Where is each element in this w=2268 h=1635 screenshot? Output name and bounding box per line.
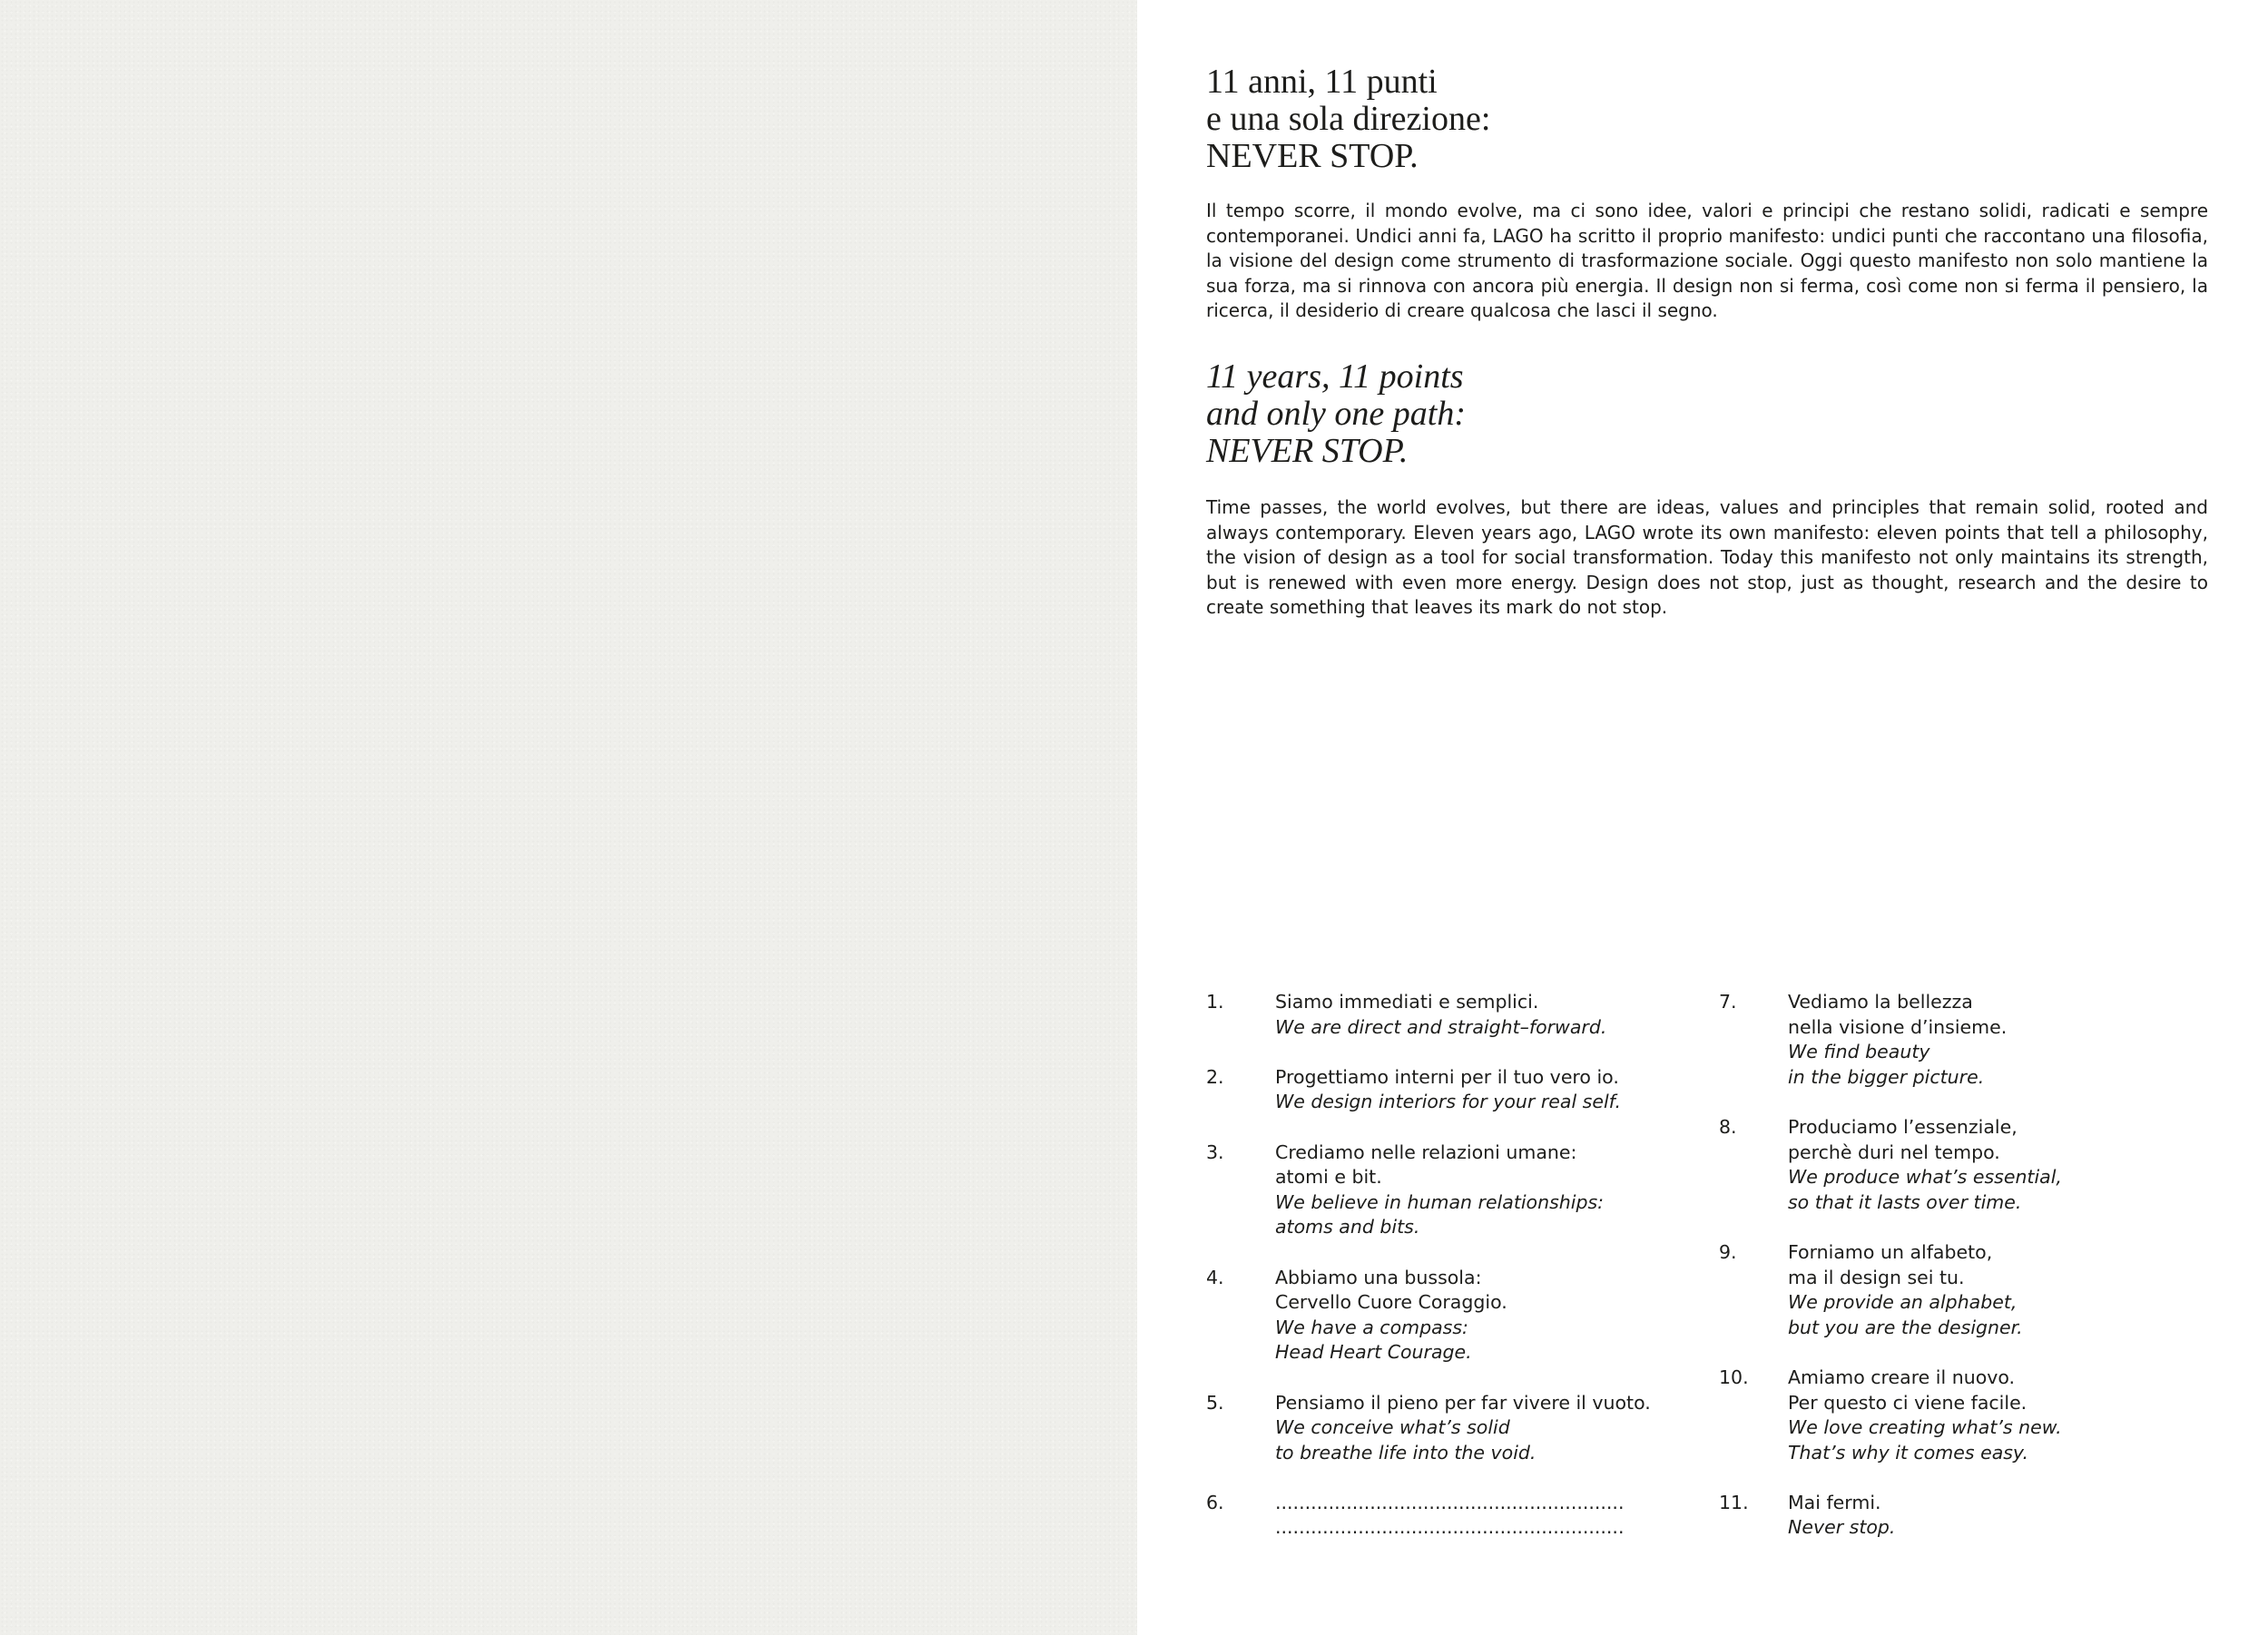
manifesto-italian-line: ...........................................................	[1275, 1491, 1625, 1513]
manifesto-item-number: 7.	[1719, 991, 1737, 1013]
manifesto-item-number: 10.	[1719, 1366, 1749, 1388]
manifesto-item-text	[1788, 1240, 2023, 1340]
manifesto-item-number: 11.	[1719, 1491, 1749, 1513]
manifesto-italian-line: Cervello Cuore Coraggio.	[1275, 1291, 1507, 1314]
manifesto-english-line: We have a compass:	[1275, 1316, 1468, 1338]
manifesto-english-line: We are direct and straight–forward.	[1275, 1015, 1607, 1038]
italian-heading-line: NEVER STOP.	[1206, 137, 1419, 175]
manifesto-english-line: Head Heart Courage.	[1275, 1341, 1472, 1364]
manifesto-list-right	[1719, 990, 2191, 1566]
manifesto-item	[1719, 1240, 2191, 1340]
manifesto-italian-line: ...........................................................	[1275, 1516, 1625, 1539]
manifesto-english-line: We believe in human relationships:	[1275, 1190, 1605, 1213]
manifesto-item-text	[1275, 1491, 1624, 1541]
manifesto-item-number: 3.	[1206, 1141, 1224, 1163]
manifesto-item	[1719, 1491, 2191, 1541]
manifesto-english-line: Never stop.	[1788, 1516, 1896, 1539]
italian-heading-line: 11 anni, 11 punti	[1206, 63, 1438, 101]
manifesto-italian-line: Progettiamo interni per il tuo vero io.	[1275, 1065, 1619, 1088]
manifesto-english-line: That’s why it comes easy.	[1788, 1441, 2028, 1464]
manifesto-english-line: so that it lasts over time.	[1788, 1190, 2022, 1213]
manifesto-item	[1719, 990, 2191, 1090]
manifesto-italian-line: Pensiamo il pieno per far vivere il vuoto.	[1275, 1391, 1651, 1414]
manifesto-item-number: 6.	[1206, 1491, 1224, 1513]
english-heading-line: and only one path:	[1206, 395, 1467, 433]
manifesto-english-line: but you are the designer.	[1788, 1316, 2023, 1338]
italian-heading-line: e una sola direzione:	[1206, 100, 1491, 138]
manifesto-english-line: We love creating what’s new.	[1788, 1416, 2062, 1439]
english-heading-line: 11 years, 11 points	[1206, 357, 1464, 396]
manifesto-italian-line: Per questo ci viene facile.	[1788, 1391, 2027, 1414]
manifesto-item	[1206, 1391, 1678, 1466]
manifesto-item-number: 5.	[1206, 1391, 1224, 1414]
manifesto-item	[1206, 990, 1678, 1040]
manifesto-english-line: We provide an alphabet,	[1788, 1291, 2018, 1314]
manifesto-english-line: to breathe life into the void.	[1275, 1441, 1537, 1464]
manifesto-italian-line: Produciamo l’essenziale,	[1788, 1115, 2018, 1138]
manifesto-item-number: 9.	[1719, 1240, 1737, 1263]
manifesto-english-line: We design interiors for your real self.	[1275, 1091, 1622, 1113]
manifesto-italian-line: nella visione d’insieme.	[1788, 1015, 2008, 1038]
manifesto-item	[1206, 1266, 1678, 1366]
manifesto-list-left	[1206, 990, 1678, 1566]
manifesto-item-text	[1275, 1141, 1604, 1240]
manifesto-item-number: 4.	[1206, 1266, 1224, 1288]
manifesto-item-text	[1275, 1391, 1651, 1466]
manifesto-item-text	[1788, 990, 2007, 1090]
manifesto-italian-line: perchè duri nel tempo.	[1788, 1141, 2000, 1163]
manifesto-italian-line: Mai fermi.	[1788, 1491, 1881, 1513]
manifesto-item-text	[1275, 990, 1606, 1040]
italian-paragraph: Il tempo scorre, il mondo evolve, ma ci sono idee, valori e principi che restano solidi, radicati e sempre contemporanei. Undici anni fa, LAGO ha scritto il proprio manifesto: undici punti che raccontano una filosofia, la visione del design come strumento di trasformazione sociale. Oggi questo manifesto non solo mantiene la sua forza, ma si rinnova con ancora più energia. Il design non si ferma, così come non si ferma il pensiero, la ricerca, il desiderio di creare qualcosa che lasci il segno.	[1206, 200, 2208, 322]
manifesto-item-text	[1788, 1115, 2062, 1215]
manifesto-english-line: We find beauty	[1788, 1041, 1930, 1063]
manifesto-item-text	[1275, 1065, 1621, 1115]
manifesto-item-text	[1788, 1366, 2062, 1465]
manifesto-italian-line: Crediamo nelle relazioni umane:	[1275, 1141, 1577, 1163]
manifesto-item	[1719, 1115, 2191, 1215]
manifesto-italian-line: atomi e bit.	[1275, 1166, 1382, 1189]
manifesto-english-line: in the bigger picture.	[1788, 1065, 1985, 1088]
manifesto-italian-line: Siamo immediati e semplici.	[1275, 991, 1539, 1013]
manifesto-item	[1206, 1065, 1678, 1115]
manifesto-item-number: 2.	[1206, 1065, 1224, 1088]
manifesto-item-text	[1788, 1491, 1895, 1541]
manifesto-item-number: 1.	[1206, 991, 1224, 1013]
english-heading-line: NEVER STOP.	[1206, 432, 1409, 470]
manifesto-italian-line: Vediamo la bellezza	[1788, 991, 1973, 1013]
manifesto-english-line: We produce what’s essential,	[1788, 1166, 2062, 1189]
manifesto-item	[1206, 1141, 1678, 1240]
manifesto-item-text	[1275, 1266, 1507, 1366]
english-heading	[1206, 358, 1932, 470]
manifesto-italian-line: Abbiamo una bussola:	[1275, 1266, 1482, 1288]
manifesto-italian-line: ma il design sei tu.	[1788, 1266, 1965, 1288]
manifesto-italian-line: Amiamo creare il nuovo.	[1788, 1366, 2016, 1388]
manifesto-italian-line: Forniamo un alfabeto,	[1788, 1240, 1993, 1263]
manifesto-item-number: 8.	[1719, 1115, 1737, 1138]
manifesto-english-line: We conceive what’s solid	[1275, 1416, 1510, 1439]
manifesto-english-line: atoms and bits.	[1275, 1216, 1420, 1238]
english-paragraph: Time passes, the world evolves, but there are ideas, values and principles that remain solid, rooted and always contemporary. Eleven years ago, LAGO wrote its own manifesto: eleven points that tell a philosophy, the vision of design as a tool for social transformation. Today this manifesto not only maintains its strength, but is renewed with even more energy. Design does not stop, just as thought, research and the desire to create something that leaves its mark do not stop.	[1206, 496, 2208, 619]
manifesto-item	[1719, 1366, 2191, 1465]
italian-heading	[1206, 64, 1932, 175]
manifesto-item	[1206, 1491, 1678, 1541]
